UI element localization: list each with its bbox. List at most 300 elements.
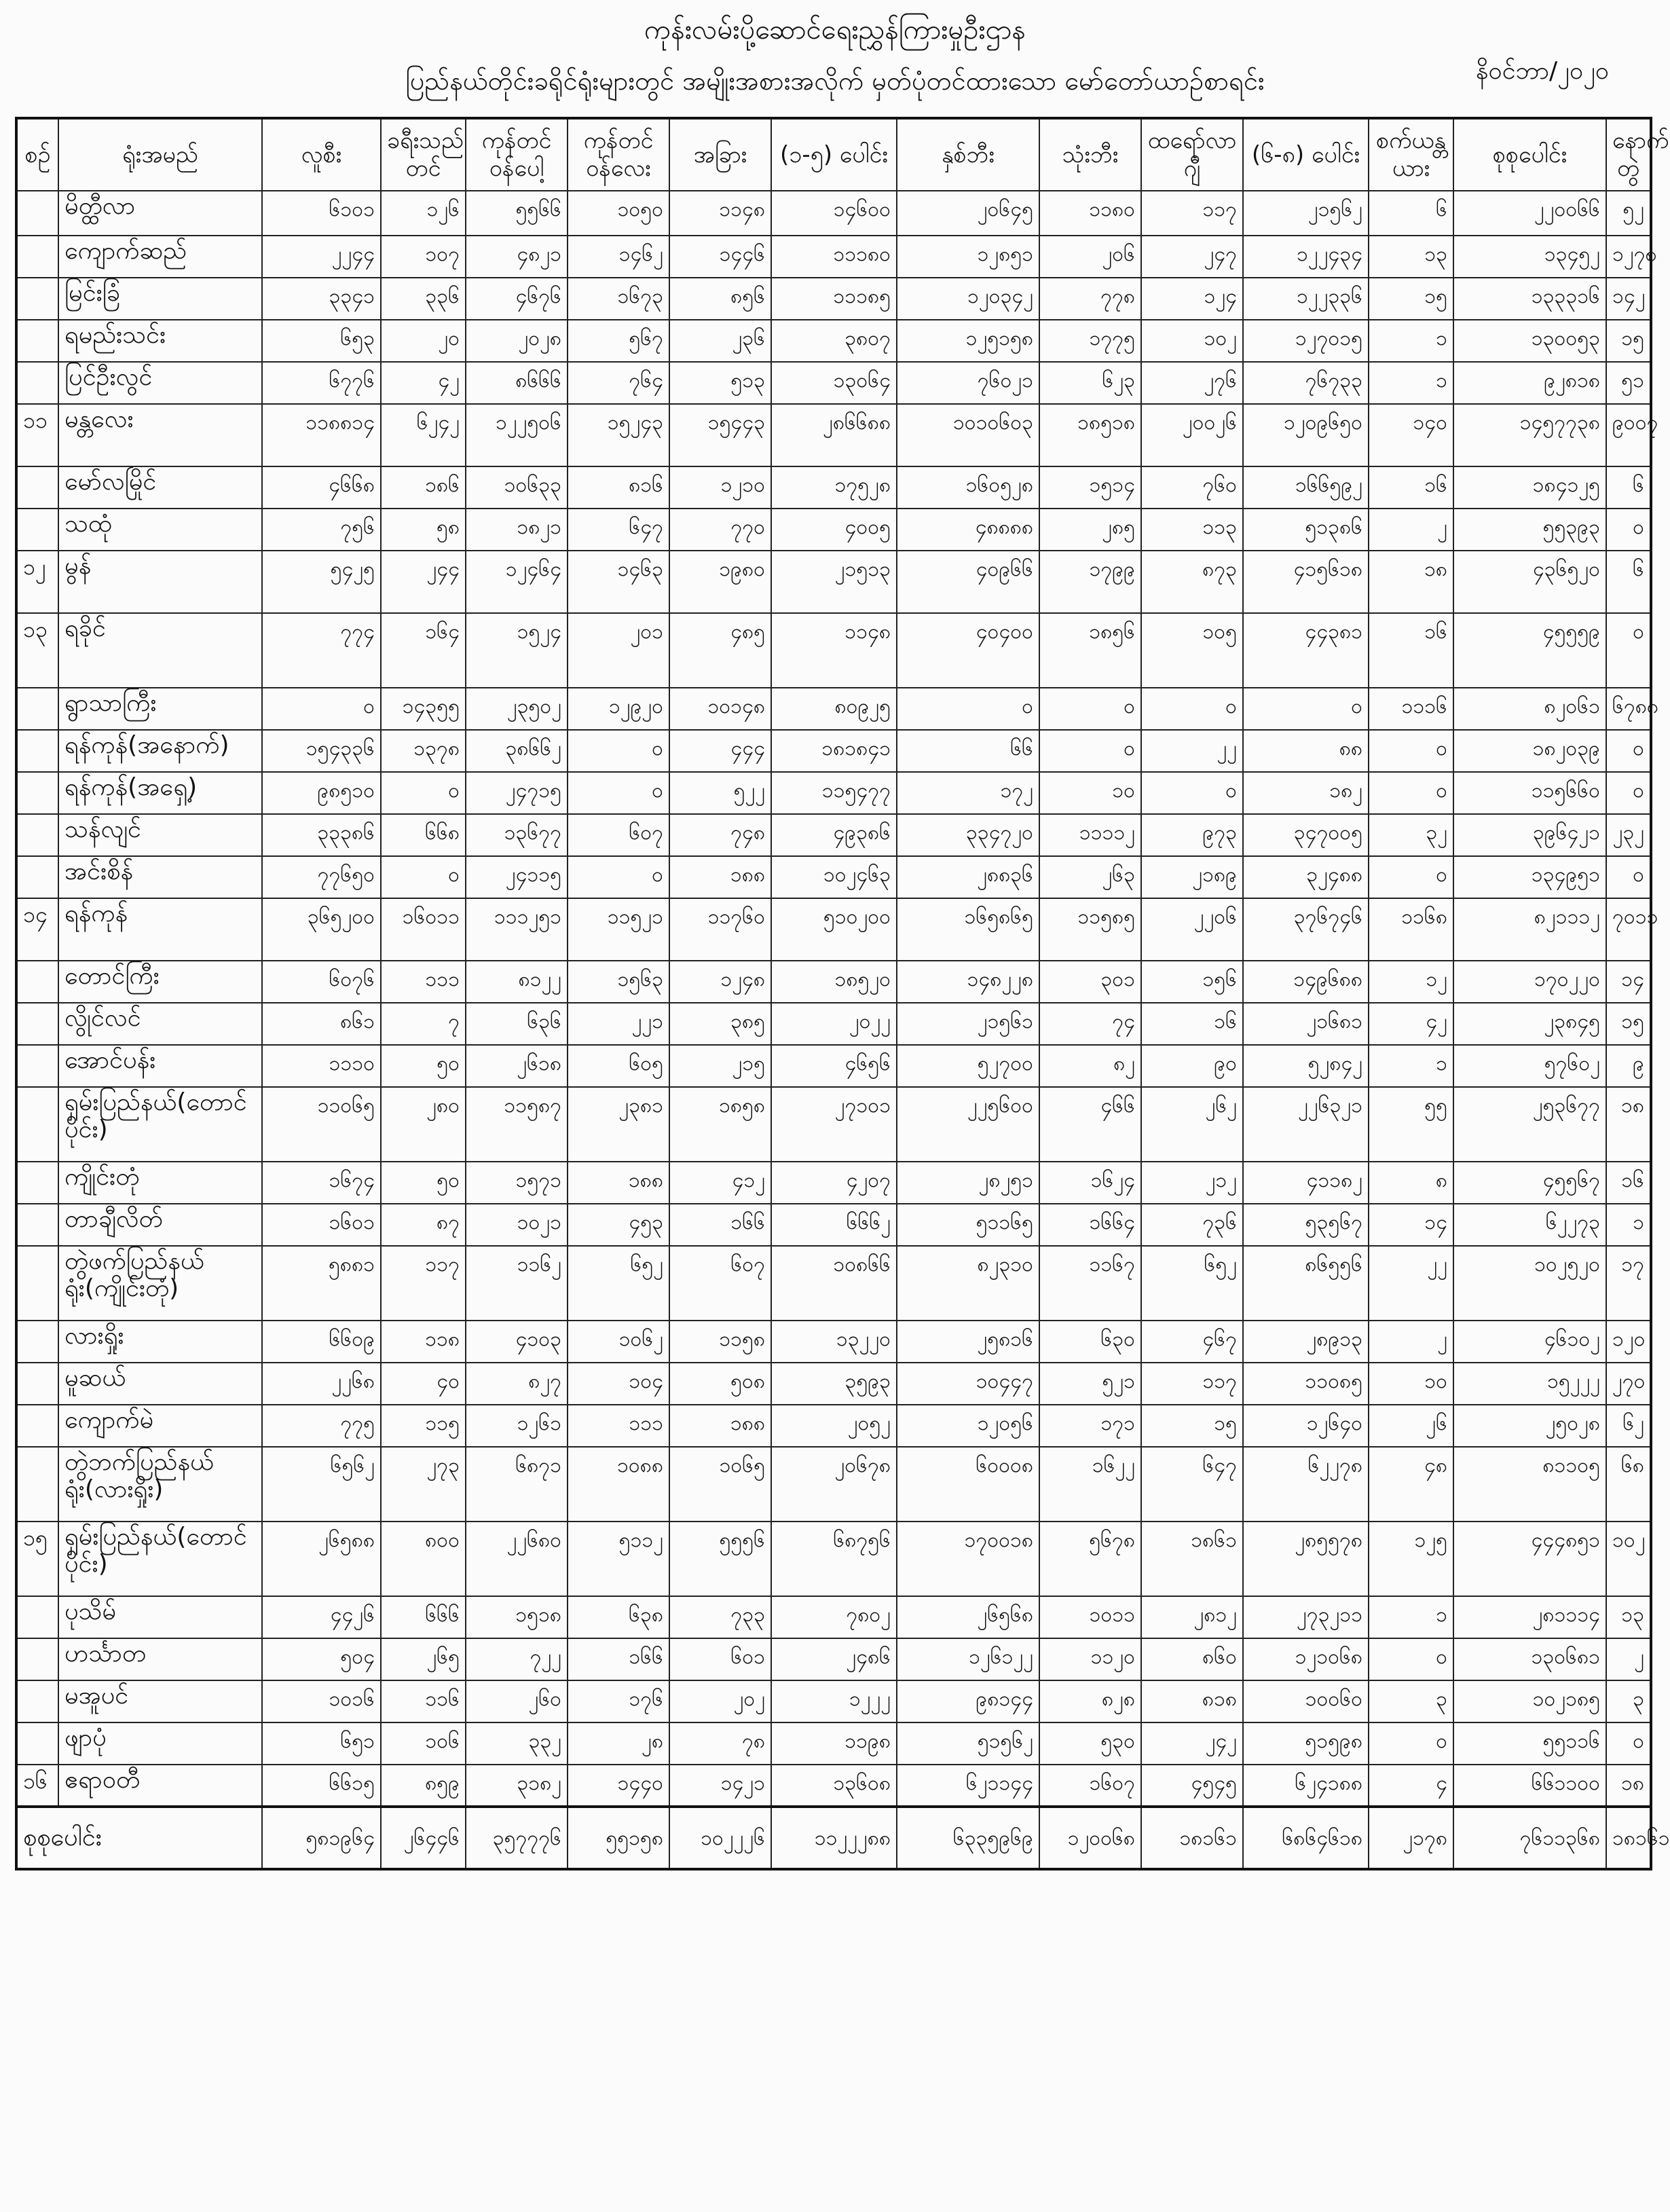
cell-value: ၁၁၅ <box>381 1405 466 1447</box>
cell-value: ၆ <box>1606 551 1651 613</box>
cell-value: ၁၂၀၃၄၂ <box>897 278 1039 320</box>
cell-value: ၂၂၆၃၂၁ <box>1243 1087 1369 1162</box>
cell-value: ၁၂၁၀၆၈ <box>1243 1638 1369 1680</box>
column-header: လူစီး <box>262 118 381 191</box>
cell-value: ၇၄ <box>1039 1003 1141 1045</box>
cell-value: ၅၂၁ <box>1039 1363 1141 1405</box>
cell-value: ၁၂၉၂၀ <box>568 688 669 730</box>
cell-value: ၃၆၅၂၀၀ <box>262 898 381 961</box>
cell-value: ၁၁၇ <box>1141 191 1243 236</box>
cell-value: ၂၈၆၆၈၈ <box>771 404 897 466</box>
cell-value: ၁၅၂၄၃ <box>568 404 669 466</box>
table-row <box>16 1447 1651 1522</box>
cell-value: ၁၂၆၁၂၂ <box>897 1638 1039 1680</box>
cell-value: ၁၇၉၉ <box>1039 551 1141 613</box>
cell-value: ၁၃၀၆၈၁ <box>1453 1638 1606 1680</box>
cell-value: ၁၇၀၀၁၈ <box>897 1522 1039 1596</box>
cell-value: ၁၀၅ <box>1141 613 1243 688</box>
cell-value: ၁၄၄၆ <box>669 236 771 278</box>
cell-value: ၆၀၅ <box>568 1045 669 1087</box>
row-number <box>16 814 58 856</box>
cell-value: ၁၁၄၈ <box>669 191 771 236</box>
cell-value: ၂၇၀ <box>1606 1363 1651 1405</box>
cell-value: ၂၁၈၉ <box>1141 856 1243 898</box>
cell-value: ၁၃၄၅၂ <box>1453 236 1606 278</box>
cell-value: ၁၀၁၄၈ <box>669 688 771 730</box>
cell-value: ၆၆၀၉ <box>262 1321 381 1363</box>
cell-value: ၂၂၀၀၆၆ <box>1453 191 1606 236</box>
cell-value: ၁၁၅၂၁ <box>568 898 669 961</box>
cell-value: ၇၇၄ <box>262 613 381 688</box>
cell-value: ၁၆၄ <box>381 613 466 688</box>
cell-value: ၁၀၆ <box>381 1722 466 1765</box>
cell-value: ၅၃၅၆၇ <box>1243 1204 1369 1246</box>
cell-value: ၄၀ <box>381 1363 466 1405</box>
cell-value: ၁၅၂၂၂ <box>1453 1363 1606 1405</box>
cell-value: ၀ <box>1369 772 1453 814</box>
office-name: ဖျာပုံ <box>58 1722 262 1765</box>
table-row <box>16 772 1651 814</box>
cell-value: ၀ <box>381 856 466 898</box>
office-name: မြင်းခြံ <box>58 278 262 320</box>
cell-value: ၅၆၇ <box>568 320 669 362</box>
row-number <box>16 1680 58 1722</box>
cell-value: ၁ <box>1369 362 1453 404</box>
cell-value: ၆၄၇ <box>1141 1447 1243 1522</box>
cell-value: ၆၈၇၁ <box>466 1447 568 1522</box>
cell-value: ၁၄၆၀၀ <box>771 191 897 236</box>
total-value: ၆၈၆၄၆၁၈ <box>1243 1807 1369 1869</box>
cell-value: ၁၂၆၄၀ <box>1243 1405 1369 1447</box>
cell-value: ၁၄၉၆၈၈ <box>1243 961 1369 1003</box>
cell-value: ၁၈ <box>1606 1087 1651 1162</box>
cell-value: ၇၇၆၅၀ <box>262 856 381 898</box>
cell-value: ၁၃ <box>1606 1596 1651 1638</box>
table-row <box>16 1045 1651 1087</box>
cell-value: ၆၅၁ <box>262 1722 381 1765</box>
cell-value: ၁၀၆၅ <box>669 1447 771 1522</box>
row-number <box>16 191 58 236</box>
table-row <box>16 1087 1651 1162</box>
row-number <box>16 961 58 1003</box>
cell-value: ၁၂၄၈ <box>669 961 771 1003</box>
report-title: ပြည်နယ်တိုင်းခရိုင်ရုံးများတွင် အမျိုးအစားအလိုက် မှတ်ပုံတင်ထားသော မော်တော်ယာဉ်စာရင်း <box>405 66 1265 96</box>
cell-value: ၇၅၆ <box>262 509 381 551</box>
cell-value: ၅၂၂ <box>669 772 771 814</box>
office-name: ပြင်ဦးလွင် <box>58 362 262 404</box>
cell-value: ၅၂ <box>1606 191 1651 236</box>
table-header-row <box>16 118 1651 191</box>
cell-value: ၃ <box>1369 1680 1453 1722</box>
cell-value: ၃၃၃၈၆ <box>262 814 381 856</box>
total-value: ၁၁၂၂၂၈၈ <box>771 1807 897 1869</box>
cell-value: ၂၃၈၄၅ <box>1453 1003 1606 1045</box>
cell-value: ၄၄၄၈၅၁ <box>1453 1522 1606 1596</box>
cell-value: ၈၀၀ <box>381 1522 466 1596</box>
column-header: စုစုပေါင်း <box>1453 118 1606 191</box>
cell-value: ၄၃၆၅၂၀ <box>1453 551 1606 613</box>
row-number: ၁၃ <box>16 613 58 688</box>
cell-value: ၁၃၆၇၇ <box>466 814 568 856</box>
cell-value: ၂၀၂၂ <box>771 1003 897 1045</box>
cell-value: ၁၆၆ <box>568 1638 669 1680</box>
cell-value: ၆၂၄၂ <box>381 404 466 466</box>
cell-value: ၁၅၆၃ <box>568 961 669 1003</box>
cell-value: ၁၁၁၈၀ <box>771 236 897 278</box>
table-row <box>16 1003 1651 1045</box>
cell-value: ၈၆၀ <box>1141 1638 1243 1680</box>
cell-value: ၆၂၃ <box>1039 362 1141 404</box>
cell-value: ၂၈၂၅၁ <box>897 1162 1039 1204</box>
cell-value: ၀ <box>1243 688 1369 730</box>
table-row <box>16 1321 1651 1363</box>
cell-value: ၆ <box>1369 191 1453 236</box>
column-header: နှစ်ဘီး <box>897 118 1039 191</box>
cell-value: ၁ <box>1369 1596 1453 1638</box>
cell-value: ၁၀၄၄၇ <box>897 1363 1039 1405</box>
cell-value: ၇ <box>381 1003 466 1045</box>
cell-value: ၁၈ <box>1606 1765 1651 1807</box>
row-number: ၁၂ <box>16 551 58 613</box>
cell-value: ၂၀၀၂၆ <box>1141 404 1243 466</box>
cell-value: ၈၀၉၂၅ <box>771 688 897 730</box>
cell-value: ၆၆၆၂ <box>771 1204 897 1246</box>
cell-value: ၂၆၅၈၈ <box>262 1522 381 1596</box>
office-name: ကျောက်မဲ <box>58 1405 262 1447</box>
cell-value: ၁၁၈၈၁၄ <box>262 404 381 466</box>
cell-value: ၁၆၀၇ <box>1039 1765 1141 1807</box>
cell-value: ၈၅၉ <box>381 1765 466 1807</box>
cell-value: ၂၀၅၂ <box>771 1405 897 1447</box>
cell-value: ၅၅၅၆ <box>669 1522 771 1596</box>
cell-value: ၇၆၀၂၁ <box>897 362 1039 404</box>
cell-value: ၁၁၅၆၆၀ <box>1453 772 1606 814</box>
cell-value: ၆၂ <box>1606 1405 1651 1447</box>
row-number <box>16 320 58 362</box>
cell-value: ၁၁၀၆၅ <box>262 1087 381 1162</box>
cell-value: ၅၅၃၉၃ <box>1453 509 1606 551</box>
cell-value: ၁၄၀ <box>1369 404 1453 466</box>
cell-value: ၁၈၁၈၄၁ <box>771 730 897 772</box>
cell-value: ၃၅၉၃ <box>771 1363 897 1405</box>
total-value: ၅၈၁၉၆၄ <box>262 1807 381 1869</box>
cell-value: ၂၄၁၁၅ <box>466 856 568 898</box>
cell-value: ၀ <box>1606 772 1651 814</box>
cell-value: ၅၈ <box>381 509 466 551</box>
cell-value: ၉၀ <box>1141 1045 1243 1087</box>
cell-value: ၅၁၀၂၀၀ <box>771 898 897 961</box>
cell-value: ၆၃၀ <box>1039 1321 1141 1363</box>
cell-value: ၂၁၅၆၁ <box>897 1003 1039 1045</box>
cell-value: ၁ <box>1369 320 1453 362</box>
table-row <box>16 1596 1651 1638</box>
table-row <box>16 278 1651 320</box>
cell-value: ၁၂၂၄၃၄ <box>1243 236 1369 278</box>
row-number <box>16 856 58 898</box>
cell-value: ၁၇၀၂၂၀ <box>1453 961 1606 1003</box>
cell-value: ၁၈၂၀၃၉ <box>1453 730 1606 772</box>
cell-value: ၄၂၀၇ <box>771 1162 897 1204</box>
cell-value: ၁၅၁၄ <box>1039 466 1141 509</box>
cell-value: ၁၀၂ <box>1606 1522 1651 1596</box>
cell-value: ၁၅၆ <box>1141 961 1243 1003</box>
cell-value: ၉၂၈၁၈ <box>1453 362 1606 404</box>
cell-value: ၅၂၈၄၂ <box>1243 1045 1369 1087</box>
cell-value: ၂၂ <box>1369 1246 1453 1321</box>
cell-value: ၁၅ <box>1369 278 1453 320</box>
row-number <box>16 362 58 404</box>
cell-value: ၁၁၈၀ <box>1039 191 1141 236</box>
cell-value: ၄၆၁၀၂ <box>1453 1321 1606 1363</box>
cell-value: ၈၇၃ <box>1141 551 1243 613</box>
cell-value: ၅၇၆၀၂ <box>1453 1045 1606 1087</box>
cell-value: ၈၈ <box>1243 730 1369 772</box>
cell-value: ၅၁၁၂ <box>568 1522 669 1596</box>
cell-value: ၁၈၅၈ <box>669 1087 771 1162</box>
office-name: ရန်ကုန် <box>58 898 262 961</box>
cell-value: ၀ <box>897 688 1039 730</box>
table-row <box>16 404 1651 466</box>
cell-value: ၁၉၈၀ <box>669 551 771 613</box>
office-name: ရှမ်းပြည်နယ်(တောင်ပိုင်း) <box>58 1087 262 1162</box>
table-row <box>16 1405 1651 1447</box>
cell-value: ၁၄၂ <box>1606 278 1651 320</box>
table-row <box>16 613 1651 688</box>
row-number: ၁၆ <box>16 1765 58 1807</box>
column-header: အခြား <box>669 118 771 191</box>
cell-value: ၂၃၆ <box>669 320 771 362</box>
cell-value: ၁၇ <box>1606 1246 1651 1321</box>
cell-value: ၇၀၁၁ <box>1606 898 1651 961</box>
cell-value: ၂၅၀၂၈ <box>1453 1405 1606 1447</box>
cell-value: ၀ <box>1039 730 1141 772</box>
total-value: ၁၂၀၀၆၈ <box>1039 1807 1141 1869</box>
cell-value: ၁၃၆၀၈ <box>771 1765 897 1807</box>
cell-value: ၁၈၈ <box>669 1405 771 1447</box>
cell-value: ၄၁၅၆၁၈ <box>1243 551 1369 613</box>
cell-value: ၁၁၄၈ <box>771 613 897 688</box>
cell-value: ၁၀၁၀၆၀၃ <box>897 404 1039 466</box>
cell-value: ၂၆၂ <box>1141 1087 1243 1162</box>
cell-value: ၂၅၃၆၇၇ <box>1453 1087 1606 1162</box>
cell-value: ၁၈၄၁၂၅ <box>1453 466 1606 509</box>
row-number <box>16 1363 58 1405</box>
cell-value: ၃၈၆၆၂ <box>466 730 568 772</box>
cell-value: ၁၆၇၄ <box>262 1162 381 1204</box>
office-name: လွိုင်လင် <box>58 1003 262 1045</box>
cell-value: ၂၀၂ <box>669 1680 771 1722</box>
cell-value: ၁၂၂၃၃၆ <box>1243 278 1369 320</box>
cell-value: ၂၀၁ <box>568 613 669 688</box>
cell-value: ၈၂၇ <box>466 1363 568 1405</box>
cell-value: ၁၃၀၀၅၃ <box>1453 320 1606 362</box>
cell-value: ၁၁၆ <box>381 1680 466 1722</box>
report-date: နိဝင်ဘာ/၂၀၂၀ <box>1475 57 1609 85</box>
cell-value: ၄၀၄၀၀ <box>897 613 1039 688</box>
office-name: ကျိုင်းတုံ <box>58 1162 262 1204</box>
table-row <box>16 551 1651 613</box>
cell-value: ၁၅ <box>1141 1405 1243 1447</box>
cell-value: ၁၃၂၂၀ <box>771 1321 897 1363</box>
cell-value: ၄ <box>1369 1765 1453 1807</box>
cell-value: ၄၈၈၈၈ <box>897 509 1039 551</box>
cell-value: ၁၁၁၂၅၁ <box>466 898 568 961</box>
cell-value: ၂၂၆၈ <box>262 1363 381 1405</box>
cell-value: ၁၃၃၃၁၆ <box>1453 278 1606 320</box>
table-row <box>16 1162 1651 1204</box>
cell-value: ၆၀၇၆ <box>262 961 381 1003</box>
cell-value: ၇၆၄ <box>568 362 669 404</box>
office-name: တောင်ကြီး <box>58 961 262 1003</box>
total-value: ၂၁၇၈ <box>1369 1807 1453 1869</box>
column-header: (၆-၈) ပေါင်း <box>1243 118 1369 191</box>
cell-value: ၀ <box>1606 856 1651 898</box>
cell-value: ၉၈၅၁၀ <box>262 772 381 814</box>
cell-value: ၅၀၄ <box>262 1638 381 1680</box>
cell-value: ၄၅၅၆၇ <box>1453 1162 1606 1204</box>
cell-value: ၁၆ <box>1141 1003 1243 1045</box>
cell-value: ၇၆၇၃၃ <box>1243 362 1369 404</box>
cell-value: ၁၅၇၁ <box>466 1162 568 1204</box>
office-name: ရမည်းသင်း <box>58 320 262 362</box>
cell-value: ၈၆၅၅၆ <box>1243 1246 1369 1321</box>
cell-value: ၈၁၂၂ <box>466 961 568 1003</box>
office-name: ရှမ်းပြည်နယ်(တောင်ပိုင်း) <box>58 1522 262 1596</box>
cell-value: ၂၄၂ <box>1141 1722 1243 1765</box>
cell-value: ၅၁ <box>1606 362 1651 404</box>
cell-value: ၁၂ <box>1369 961 1453 1003</box>
cell-value: ၄၅၅၅၉ <box>1453 613 1606 688</box>
cell-value: ၇၈၀၂ <box>771 1596 897 1638</box>
table-row <box>16 466 1651 509</box>
cell-value: ၈၆၆၆ <box>466 362 568 404</box>
cell-value: ၁၂၀၉၆၅၀ <box>1243 404 1369 466</box>
cell-value: ၅၁၅၆၂ <box>897 1722 1039 1765</box>
cell-value: ၀ <box>568 856 669 898</box>
column-header: ကုန်တင်ဝန်လေး <box>568 118 669 191</box>
office-name: ရန်ကုန်(အနောက်) <box>58 730 262 772</box>
total-value: ၁၀၂၂၂၆ <box>669 1807 771 1869</box>
cell-value: ၄၆၆၈ <box>262 466 381 509</box>
cell-value: ၁၈၈ <box>568 1162 669 1204</box>
table-row <box>16 1363 1651 1405</box>
cell-value: ၂၂၄၄ <box>262 236 381 278</box>
column-header: ခရီးသည်တင် <box>381 118 466 191</box>
cell-value: ၀ <box>1141 688 1243 730</box>
cell-value: ၈၂၈ <box>1039 1680 1141 1722</box>
cell-value: ၁၆၆၅၉၂ <box>1243 466 1369 509</box>
cell-value: ၁၀၂၅၂၀ <box>1453 1246 1606 1321</box>
cell-value: ၁၁၀၈၅ <box>1243 1363 1369 1405</box>
cell-value: ၁၁၆၇ <box>1039 1246 1141 1321</box>
cell-value: ၁၃၀၆၄ <box>771 362 897 404</box>
office-name: မိတ္ထီလာ <box>58 191 262 236</box>
cell-value: ၁၈၆ <box>381 466 466 509</box>
cell-value: ၁၆ <box>1369 466 1453 509</box>
cell-value: ၁၈၅၂၀ <box>771 961 897 1003</box>
office-name: လားရှိုး <box>58 1321 262 1363</box>
cell-value: ၁၆ <box>1606 1162 1651 1204</box>
row-number <box>16 1003 58 1045</box>
cell-value: ၁၂၆ <box>381 191 466 236</box>
cell-value: ၃ <box>1606 1680 1651 1722</box>
table-row <box>16 362 1651 404</box>
cell-value: ၆၈၇၅၆ <box>771 1522 897 1596</box>
table-row <box>16 1204 1651 1246</box>
cell-value: ၅၃၀ <box>1039 1722 1141 1765</box>
table-row <box>16 1246 1651 1321</box>
cell-value: ၁၂၄၆၄ <box>466 551 568 613</box>
cell-value: ၁၁၁၆ <box>1369 688 1453 730</box>
table-row <box>16 688 1651 730</box>
cell-value: ၆၆၁၁၀၀ <box>1453 1765 1606 1807</box>
cell-value: ၆၂၂၇၈ <box>1243 1447 1369 1522</box>
cell-value: ၂၄၇၁၅ <box>466 772 568 814</box>
cell-value: ၆၂၄၁၈၈ <box>1243 1765 1369 1807</box>
cell-value: ၁၄၄၀ <box>568 1765 669 1807</box>
row-number: ၁၄ <box>16 898 58 961</box>
cell-value: ၁၇၅၂၈ <box>771 466 897 509</box>
cell-value: ၄၈ <box>1369 1447 1453 1522</box>
cell-value: ၆၆ <box>897 730 1039 772</box>
cell-value: ၁၆၆၄ <box>1039 1204 1141 1246</box>
cell-value: ၂၂၆၈၀ <box>466 1522 568 1596</box>
cell-value: ၈၇ <box>381 1204 466 1246</box>
cell-value: ၂၃၂ <box>1606 814 1651 856</box>
row-number <box>16 278 58 320</box>
cell-value: ၁၃၇၈ <box>381 730 466 772</box>
cell-value: ၆၇၇၆ <box>262 362 381 404</box>
cell-value: ၁၀၂၄၆၃ <box>771 856 897 898</box>
cell-value: ၂၇၁၀၁ <box>771 1087 897 1162</box>
cell-value: ၇၆၀ <box>1141 466 1243 509</box>
office-name: မူဆယ် <box>58 1363 262 1405</box>
cell-value: ၄၀၀၅ <box>771 509 897 551</box>
cell-value: ၄၆၆ <box>1039 1087 1141 1162</box>
cell-value: ၆၃၈ <box>568 1596 669 1638</box>
cell-value: ၃၂ <box>1369 814 1453 856</box>
cell-value: ၂၆၃ <box>1039 856 1141 898</box>
cell-value: ၄၂ <box>381 362 466 404</box>
cell-value: ၀ <box>1606 730 1651 772</box>
cell-value: ၁၁၅၄၇၇ <box>771 772 897 814</box>
cell-value: ၆၅၃ <box>262 320 381 362</box>
cell-value: ၁၂၂၂ <box>771 1680 897 1722</box>
cell-value: ၂၆၁၈ <box>466 1045 568 1087</box>
cell-value: ၁၀၅၀ <box>568 191 669 236</box>
cell-value: ၁၆၀၅၂၈ <box>897 466 1039 509</box>
cell-value: ၅၂၇၀၀ <box>897 1045 1039 1087</box>
cell-value: ၆၁၀၁ <box>262 191 381 236</box>
cell-value: ၁၂၄ <box>1141 278 1243 320</box>
cell-value: ၆၀၁ <box>669 1638 771 1680</box>
cell-value: ၁၀၂ <box>1141 320 1243 362</box>
cell-value: ၆၈ <box>1606 1447 1651 1522</box>
cell-value: ၅၁၃ <box>669 362 771 404</box>
table-row <box>16 1638 1651 1680</box>
cell-value: ၁၁၁၀ <box>262 1045 381 1087</box>
cell-value: ၁၇၂ <box>897 772 1039 814</box>
cell-value: ၂၈၉၁၃ <box>1243 1321 1369 1363</box>
vehicle-registration-table <box>15 117 1670 1870</box>
cell-value: ၃၃၆ <box>381 278 466 320</box>
cell-value: ၆၅၂ <box>568 1246 669 1321</box>
cell-value: ၂ <box>1606 1638 1651 1680</box>
cell-value: ၃၈၅ <box>669 1003 771 1045</box>
cell-value: ၂၈၅၅၇၈ <box>1243 1522 1369 1596</box>
row-number <box>16 1722 58 1765</box>
row-number: ၁၅ <box>16 1522 58 1596</box>
